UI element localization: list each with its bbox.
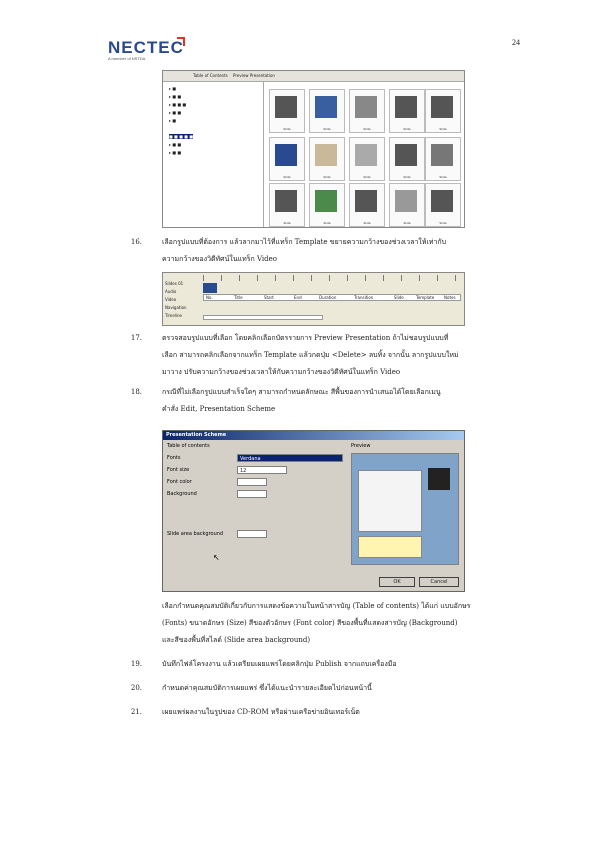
logo-mark-icon	[176, 36, 186, 48]
slide-area-background-label: Slide area background	[167, 531, 224, 537]
item-number: 17.	[130, 334, 142, 342]
item-text-line: เลือก สามารถคลิกเลือกจากแทร็ก Template แล้วกดปุ่ม <Delete> ลบทิ้ง จากนั้น ลากรูปแบบใหม่	[162, 351, 459, 359]
folder-tree	[163, 82, 264, 227]
template-thumbnail[interactable]: Slide	[389, 137, 425, 181]
item-text-line: กำหนดค่าคุณสมบัติการเผยแพร่ ซึ่งได้แนะนำรายละเอียดไปก่อนหน้านี้	[162, 684, 372, 692]
item-text-line: คำสั่ง Edit, Presentation Scheme	[162, 405, 276, 413]
template-thumbnail[interactable]: Slide	[269, 137, 305, 181]
template-thumbnail[interactable]: Slide	[425, 89, 461, 133]
font-size-label: Font size	[167, 467, 190, 473]
tree-row-selected[interactable]: ■ ■ ■ ■ ■	[169, 134, 193, 139]
track-label: Slides 01	[165, 281, 184, 286]
preview-logo	[428, 468, 450, 490]
template-thumbnail[interactable]: Slide	[269, 183, 305, 227]
logo-text: NECTEC	[108, 38, 184, 57]
background-color-picker[interactable]	[237, 490, 267, 498]
track-label: Timeline	[165, 313, 183, 318]
column-header: Template	[416, 295, 435, 300]
column-header: End	[294, 295, 302, 300]
timeline-screenshot	[162, 272, 465, 326]
column-header: Notes	[444, 295, 456, 300]
cursor-icon: ↖	[213, 553, 220, 562]
list-item-21	[120, 704, 540, 721]
column-header: Duration	[319, 295, 337, 300]
tree-row[interactable]: ▸ ■ ■ ■	[169, 102, 187, 107]
column-header: Slide	[394, 295, 404, 300]
dialog-title: Presentation Scheme	[166, 432, 227, 438]
font-color-picker[interactable]	[237, 478, 267, 486]
cancel-button[interactable]: Cancel	[419, 577, 459, 587]
list-item-19	[120, 656, 540, 673]
font-size-select[interactable]: 12	[237, 466, 287, 474]
thumbnail-grid	[265, 83, 462, 225]
toolbar	[163, 71, 464, 82]
caption-line: และสีของพื้นที่สไลด์ (Slide area background)	[162, 636, 311, 644]
item-number: 18.	[130, 388, 142, 396]
list-item-17	[120, 330, 540, 384]
template-thumbnail[interactable]: Slide	[349, 89, 385, 133]
tree-row[interactable]: ▸ ■ ■	[169, 142, 182, 147]
preview-textbox	[358, 536, 422, 558]
template-thumbnail[interactable]: Slide	[269, 89, 305, 133]
dialog-titlebar	[163, 431, 464, 440]
track-labels	[165, 281, 201, 321]
track-label: Video	[165, 297, 177, 302]
preview-pane	[351, 453, 459, 565]
tab-table-of-contents[interactable]: Table of Contents	[193, 73, 228, 78]
tab-preview-presentation[interactable]: Preview Presentation	[233, 73, 275, 78]
tree-row[interactable]: ▸ ■ ■	[169, 94, 182, 99]
template-thumbnail[interactable]: Slide	[309, 89, 345, 133]
tree-row[interactable]: ▸ ■	[169, 118, 177, 123]
template-thumbnail[interactable]: Slide	[425, 183, 461, 227]
font-select[interactable]: Verdana	[237, 454, 343, 462]
column-header: Title	[234, 295, 243, 300]
section-label: Table of contents	[167, 443, 210, 449]
page-number: 24	[512, 38, 520, 47]
column-header: No.	[206, 295, 213, 300]
item-number: 19.	[130, 660, 142, 668]
item-text-line: มาวาง ปรับความกว้างของช่วงเวลาให้กับความกว้างของวิดีทัศน์ในแทร็ก Video	[162, 368, 401, 376]
preview-label: Preview	[351, 443, 371, 449]
track-label: Navigation	[165, 305, 187, 310]
item-number: 16.	[130, 238, 142, 246]
template-thumbnail[interactable]: Slide	[425, 137, 461, 181]
slide-area-background-picker[interactable]	[237, 530, 267, 538]
presentation-scheme-dialog	[162, 430, 465, 592]
item-text-line: เลือกรูปแบบที่ต้องการ แล้วลากมาไว้ที่แทร็ก Template ขยายความกว้างของช่วงเวลาให้เท่ากับ	[162, 238, 447, 246]
caption-line: เลือกกำหนดคุณสมบัติเกี่ยวกับการแสดงข้อความในหน้าสารบัญ (Table of contents) ได้แก่ แบบอักษร	[162, 602, 471, 610]
video-track-thumb	[203, 283, 217, 293]
template-browser-screenshot	[162, 70, 465, 228]
template-thumbnail[interactable]: Slide	[309, 183, 345, 227]
tree-row[interactable]: ▸ ■ ■	[169, 110, 182, 115]
template-thumbnail[interactable]: Slide	[349, 183, 385, 227]
template-thumbnail[interactable]: Slide	[389, 183, 425, 227]
tree-row[interactable]: ▸ ■ ■	[169, 150, 182, 155]
logo-subtext: A member of NSTDA	[108, 56, 146, 61]
tree-row[interactable]: ▸ ■	[169, 86, 177, 91]
dialog-caption	[162, 598, 562, 652]
timeline-bar[interactable]	[203, 315, 323, 320]
template-thumbnail[interactable]: Slide	[389, 89, 425, 133]
nectec-logo	[108, 34, 188, 62]
template-track	[203, 294, 461, 301]
background-label: Background	[167, 491, 197, 497]
item-text-line: บันทึกไฟล์โครงงาน แล้วเตรียมเผยแพร่โดยคลิกปุ่ม Publish จากแถบเครื่องมือ	[162, 660, 397, 668]
list-item-16	[120, 234, 540, 270]
item-text-line: ความกว้างของวิดีทัศน์ในแทร็ก Video	[162, 255, 277, 263]
column-header: Start	[264, 295, 274, 300]
timeline-ruler	[203, 275, 461, 281]
template-thumbnail[interactable]: Slide	[349, 137, 385, 181]
item-number: 20.	[130, 684, 142, 692]
template-thumbnail[interactable]: Slide	[309, 137, 345, 181]
ok-button[interactable]: OK	[379, 577, 415, 587]
caption-line: (Fonts) ขนาดอักษร (Size) สีของตัวอักษร (Font color) สีของพื้นที่แสดงสารบัญ (Background)	[162, 619, 458, 627]
item-number: 21.	[130, 708, 142, 716]
list-item-18	[120, 384, 540, 420]
track-label: Audio	[165, 289, 177, 294]
list-item-20	[120, 680, 540, 697]
item-text-line: เผยแพร่ผลงานในรูปของ CD-ROM หรือผ่านเครือข่ายอินเทอร์เน็ต	[162, 708, 360, 716]
preview-page	[358, 470, 422, 532]
font-color-label: Font color	[167, 479, 192, 485]
item-text-line: กรณีที่ไม่เลือกรูปแบบสำเร็จใดๆ สามารถกำหนดลักษณะ สีพื้นของการนำเสนอได้โดยเลือกเมนู	[162, 388, 441, 396]
item-text-line: ตรวจสอบรูปแบบที่เลือก โดยคลิกเลือกบัตรรายการ Preview Presentation ถ้าไม่ชอบรูปแบบที่	[162, 334, 449, 342]
fonts-label: Fonts	[167, 455, 181, 461]
column-header: Transition	[354, 295, 374, 300]
